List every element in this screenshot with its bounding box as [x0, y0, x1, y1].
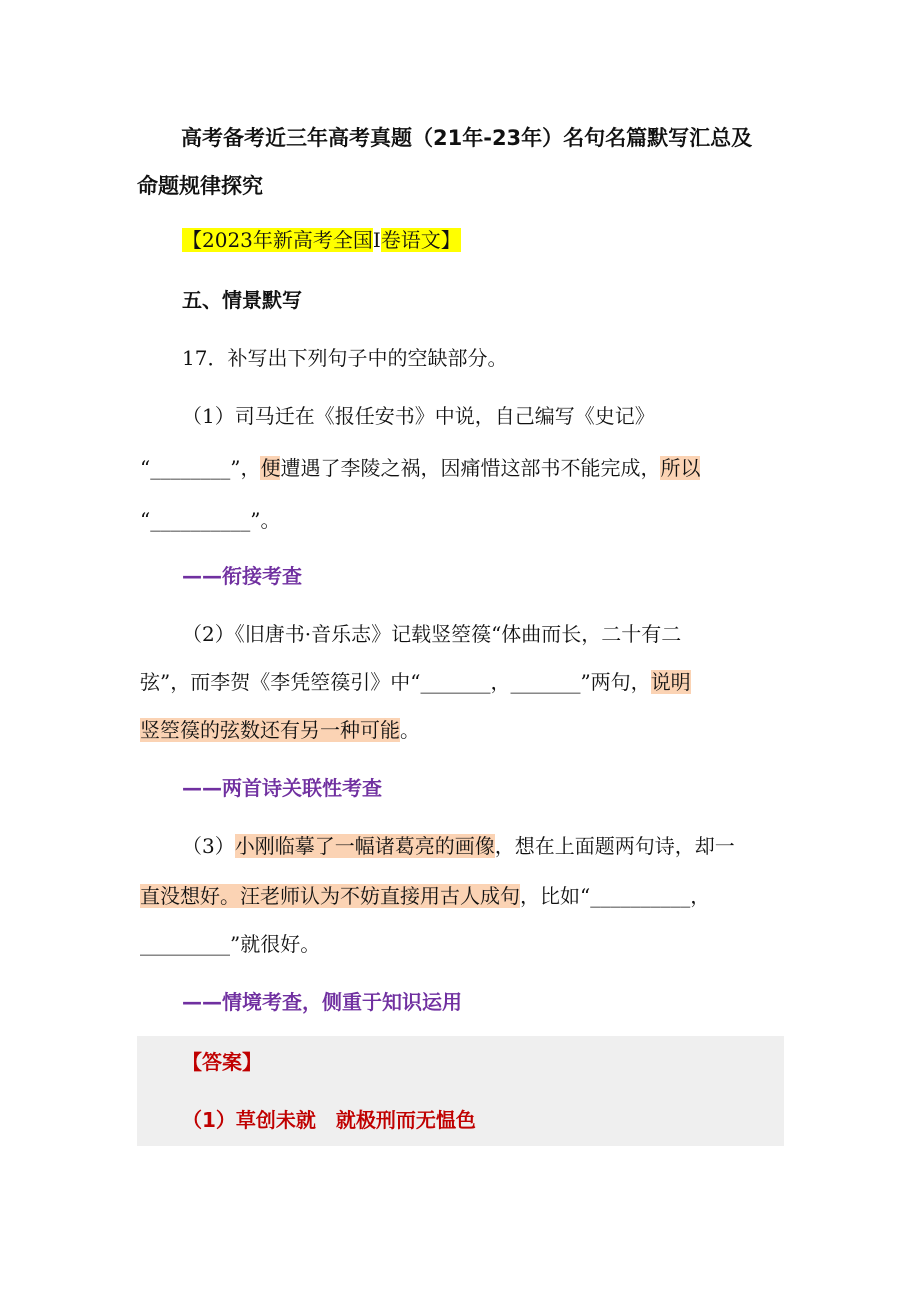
q1-highlight-suoyi: 所以 — [660, 456, 701, 480]
q2-line-2 — [140, 668, 691, 696]
exam-tag-mid: 年新高考全国 — [252, 228, 373, 252]
q2-line-2-text: 弦”，而李贺《李凭箜篌引》中“_______，_______”两句， — [140, 670, 651, 694]
exam-tag-end: 卷语文】 — [380, 228, 461, 252]
q1-note: ——衔接考查 — [182, 564, 302, 588]
q3-highlight-meixianghao: 直没想好 — [140, 884, 220, 908]
question-stem: 17．补写出下列句子中的空缺部分。 — [182, 346, 508, 370]
q1-line-2-mid: 遭遇了李陵之祸，因痛惜这部书不能完成， — [280, 456, 661, 480]
q3-line-1-rest: ，想在上面题两句诗，却一 — [494, 834, 735, 858]
q2-line-3-end: 。 — [400, 718, 420, 742]
q3-number: （3） — [182, 834, 235, 858]
q2-highlight-possibility: 竖箜篌的弦数还有另一种可能 — [140, 718, 400, 742]
section-heading: 五、情景默写 — [182, 288, 302, 312]
q3-line-1 — [182, 832, 735, 860]
q1-line-1-text: （1）司马迁在《报任安书》中说，自己编写《史记》 — [182, 404, 655, 428]
q2-note: ——两首诗关联性考查 — [182, 776, 382, 800]
document-title-line-2: 命题规律探究 — [137, 174, 263, 198]
q1-line-1 — [182, 402, 782, 430]
q3-highlight-teacher: 。汪老师认为不妨直接用古人成句 — [220, 884, 520, 908]
q1-line-3: “__________”。 — [140, 508, 281, 532]
exam-tag-roman: Ⅰ — [372, 228, 381, 252]
answer-label: 【答案】 — [182, 1050, 262, 1074]
q3-note: ——情境考查，侧重于知识运用 — [182, 990, 462, 1014]
q3-line-3: _________”就很好。 — [140, 932, 321, 956]
q2-line-1: （2）《旧唐书·音乐志》记载竖箜篌“体曲而长，二十有二 — [182, 622, 682, 646]
answer-1: （1）草创未就 就极刑而无愠色 — [182, 1108, 476, 1132]
q1-highlight-bian: 便 — [260, 456, 281, 480]
q1-line-2 — [140, 454, 700, 482]
exam-tag-open: 【2023 — [182, 228, 253, 252]
q3-line-2 — [140, 882, 710, 910]
exam-tag — [182, 226, 461, 254]
q3-highlight-xiaogang: 小刚临摹了一幅诸葛亮的画像 — [234, 834, 495, 858]
q1-blank-1: “________”， — [140, 456, 261, 480]
document-title-line-1: 高考备考近三年高考真题（21年-23年）名句名篇默写汇总及 — [181, 126, 753, 150]
q3-blank-1: ，比如“__________， — [520, 884, 711, 908]
q2-line-3 — [140, 716, 420, 744]
q2-highlight-shuoming: 说明 — [650, 670, 691, 694]
